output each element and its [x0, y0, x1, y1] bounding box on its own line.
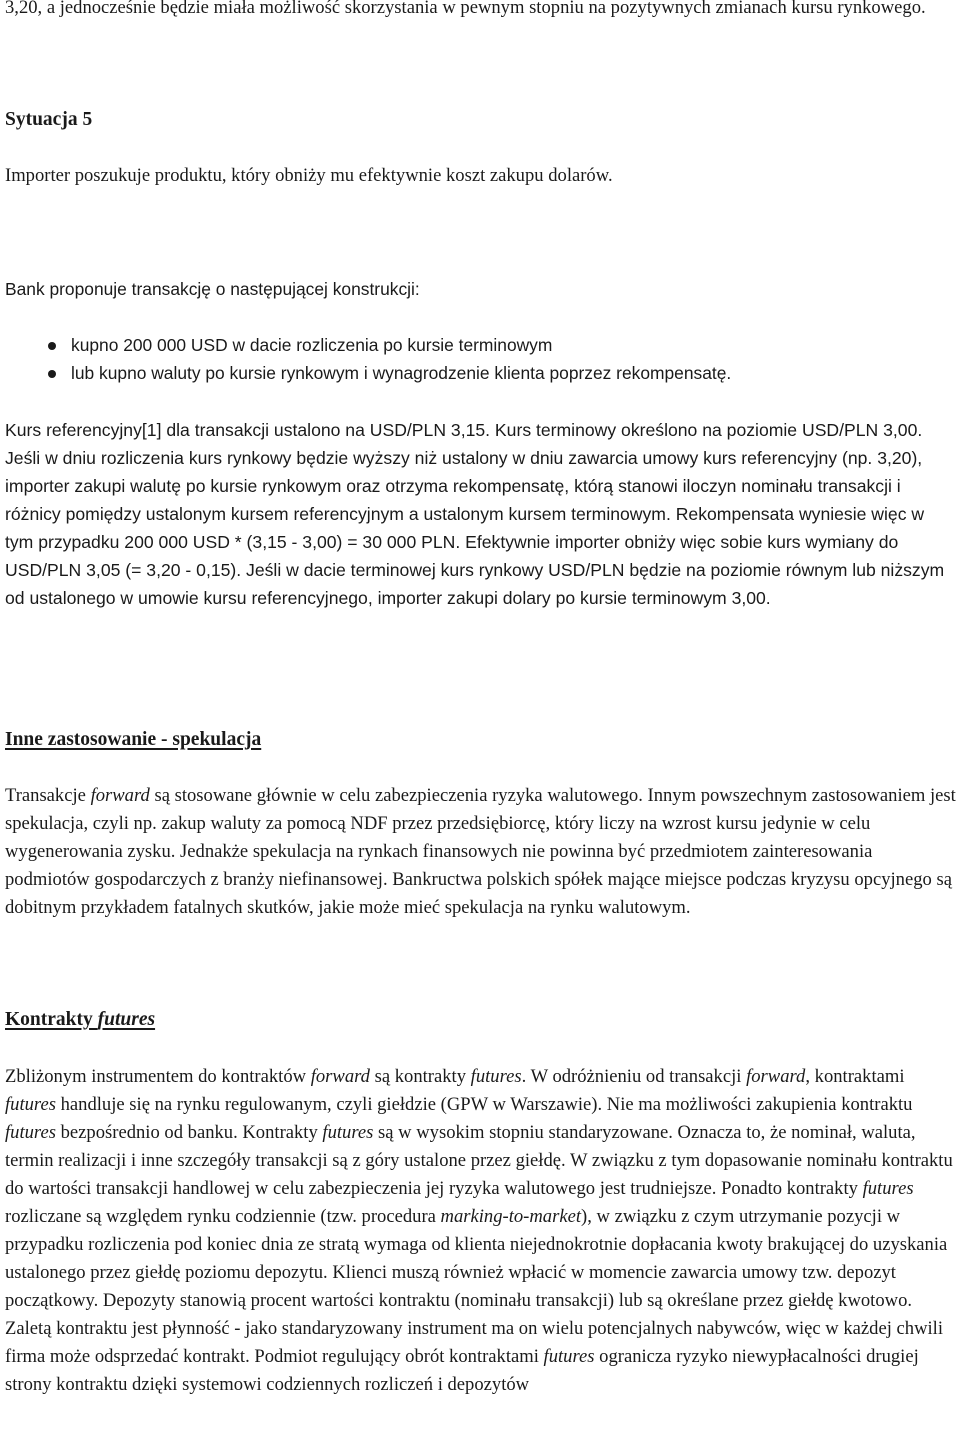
bank-offer-paragraph: Bank proponuje transakcję o następującej konstrukcji: — [5, 279, 420, 299]
text-run: są stosowane głównie w celu zabezpieczenia ryzyka walutowego. Innym powszechnym zastosowaniem jest spekulacja, czyli np. zakup waluty za pomocą NDF przez przedsiębiorcę, który liczy na wzrost kursu jedynie w celu wygenerowania zysku. Jednakże spekulacja na rynkach finansowych nie powinna być przedmiotem zainteresowania podmiotów gospodarczych z branży niefinansowej. Bankructwa polskich spółek mające miejsce podczas kryzysu opcyjnego są dobitnym przykładem fatalnych skutków, jakie może mieć spekulacja na rynku walutowym. — [5, 785, 956, 918]
text-run: są w wysokim stopniu standaryzowane. Oznacza to, że nominał, waluta, termin realizacji i inne szczegóły transakcji są z góry ustalone przez giełdę. W związku z tym dopasowanie nominału kontraktu do wartości transakcji handlowej w celu zabezpieczenia jej ryzyka walutowego jest trudniejsze. Ponadto kontrakty — [5, 1122, 953, 1199]
continuation-paragraph: 3,20, a jednocześnie będzie miała możliwość skorzystania w pewnym stopniu na pozytywnych zmianach kursu rynkowego. — [5, 0, 926, 18]
emphasis-text: forward — [90, 785, 150, 806]
futures-heading — [5, 1006, 155, 1034]
text-run: Zbliżonym instrumentem do kontraktów — [5, 1066, 311, 1087]
emphasis-text: forward — [310, 1066, 370, 1087]
text-run: Transakcje — [5, 785, 91, 806]
futures-paragraph — [5, 1063, 957, 1399]
list-item-text: kupno 200 000 USD w dacie rozliczenia po kursie terminowym — [71, 335, 553, 355]
emphasis-text: forward — [746, 1066, 806, 1087]
heading-emphasis: futures — [97, 1009, 156, 1030]
list-item — [0, 359, 731, 387]
emphasis-text: futures — [862, 1178, 914, 1199]
heading-text: Kontrakty — [5, 1009, 98, 1030]
text-run: są kontrakty — [369, 1066, 471, 1087]
text-run: ), w związku z czym utrzymanie pozycji w przypadku rozliczenia pod koniec dnia ze stratą wymaga od klienta niejednokrotnie dopłacania kwoty brakującej do uzyskania ustalonego przez giełdę poziomu depozytu. Klienci muszą również wpłacić w momencie zawarcia umowy tzw. depozyt początkowy. Depozyty stanowią procent wartości kontraktu (nominału transakcji) lub są określane przez giełdę kwotowo. Zaletą kontraktu jest płynność - jako standaryzowany instrument ma on wielu potencjalnych nabywców, więc w każdej chwili firma może odsprzedać kontrakt. Podmiot regulujący obrót kontraktami — [5, 1206, 948, 1367]
emphasis-text: futures — [322, 1122, 374, 1143]
text-run: , kontraktami — [805, 1066, 905, 1087]
speculation-paragraph — [5, 782, 957, 922]
explanation-paragraph: Kurs referencyjny[1] dla transakcji ustalono na USD/PLN 3,15. Kurs terminowy określono na poziomie USD/PLN 3,00. Jeśli w dniu rozliczenia kurs rynkowy będzie wyższy niż ustalony w dniu zawarcia umowy kurs referencyjny (np. 3,20), importer zakupi walutę po kursie rynkowym oraz otrzyma rekompensatę, którą stanowi iloczyn nominału transakcji i różnicy pomiędzy ustalonym kursem referencyjnym a ustalonym kursem terminowym. Rekompensata wyniesie więc w tym przypadku 200 000 USD * (3,15 - 3,00) = 30 000 PLN. Efektywnie importer obniży więc sobie kurs wymiany do USD/PLN 3,05 (= 3,20 - 0,15). Jeśli w dacie terminowej kurs rynkowy USD/PLN będzie na poziomie równym lub niższym od ustalonego w umowie kursu referencyjnego, importer zakupi dolary po kursie terminowym 3,00. — [5, 420, 945, 608]
speculation-heading: Inne zastosowanie - spekulacja — [5, 729, 262, 750]
emphasis-text: futures — [5, 1094, 56, 1115]
text-run: bezpośrednio od banku. Kontrakty — [55, 1122, 323, 1143]
bullet-list — [0, 331, 731, 387]
emphasis-text: marking-to-market — [440, 1206, 581, 1227]
list-item — [0, 331, 731, 359]
situation-5-intro: Importer poszukuje produktu, który obniży mu efektywnie koszt zakupu dolarów. — [5, 165, 613, 186]
text-run: rozliczane są względem rynku codziennie (tzw. procedura — [5, 1206, 441, 1227]
list-item-text: lub kupno waluty po kursie rynkowym i wynagrodzenie klienta poprzez rekompensatę. — [71, 363, 732, 383]
emphasis-text: futures — [5, 1122, 56, 1143]
text-run: . W odróżnieniu od transakcji — [521, 1066, 747, 1087]
emphasis-text: futures — [543, 1346, 595, 1367]
emphasis-text: futures — [470, 1066, 522, 1087]
situation-5-heading: Sytuacja 5 — [5, 109, 93, 130]
bullet-icon — [48, 370, 56, 378]
bullet-icon — [48, 342, 56, 350]
text-run: ogranicza ryzyko niewypłacalności drugiej strony kontraktu dzięki systemowi codziennych rozliczeń i depozytów — [5, 1346, 919, 1395]
text-run: handluje się na rynku regulowanym, czyli giełdzie (GPW w Warszawie). Nie ma możliwości zakupienia kontraktu — [55, 1094, 913, 1115]
